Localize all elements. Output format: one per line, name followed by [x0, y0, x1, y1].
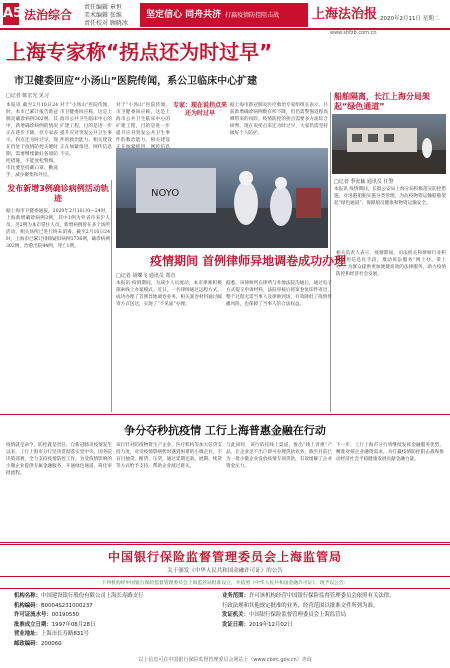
notice-field: 发证机关：中国银行保险监督管理委员会上海监管局 — [222, 612, 347, 618]
notice-right-fields — [222, 592, 444, 630]
campaign-banner: 坚定信心 同舟共济 打赢疫情防控阻击战 — [140, 3, 308, 27]
lead-column-1b: 据上海市卫健委通报，2020年2月10日0—24时，上海新增确诊病例3例，其中1例为外省市来沪人员，另2例为本市常住人员。新增病例曾在多个场所活动，相关场所已进行终末消毒。截至2月10日24时，上海市已累计排除疑似病例1736例，确诊病例302例，治愈出院44例，死亡1例。 — [6, 209, 110, 249]
lead-column-2b: 据上海市新冠肺炎医疗救治专家组组长表示，目前新增确诊病例数有所下降，但仍需警惕返程高峰带来的风险。疫情防控的拐点需要多方面综合研判，现在说拐点来还为时过早，大家仍需坚持做好个人防护。 — [230, 103, 328, 136]
photo-illustration — [116, 148, 328, 248]
notice-left-fields — [14, 592, 214, 649]
photo-story-text: 本报讯 疫情期间，长航公安局上海分局积极落实防控措施，对进港船舶实施分类管理，为抗疫物资运输船舶架起“绿色通道”，保障船员健康和物资运输安全。 — [334, 187, 446, 206]
photo-illustration — [332, 114, 446, 174]
notice-field: 邮政编码：200060 — [14, 640, 62, 647]
feature-column-3: 相关负责人表示，疫情期间，司法机关和律师行业积极运用信息化手段，推动诉讼服务“网上办、掌上办”，为群众提供更加便捷高效的法律服务，助力疫情防控和经济社会发展。 — [336, 251, 446, 277]
notice-field: 机构编码：B0004S231000237 — [14, 602, 93, 609]
newspaper-logo: 上海法治报 — [312, 7, 378, 22]
editor-credits: 责任编辑 章恒 美术编辑 张维 责任校对 顾晓冰 — [84, 4, 128, 27]
notice-field: 发证日期：2019年12月02日 — [222, 621, 293, 628]
lead-subheading-2: 专家：现在说拐点来还为时过早 — [172, 102, 227, 117]
svg-text:NOYO: NOYO — [151, 188, 180, 199]
lower-headline: 争分夺秒抗疫情 工行上海普惠金融在行动 — [124, 424, 326, 437]
news-photo-medical-workers — [116, 148, 328, 248]
lower-column-1: 疫情就是命令，防控就是责任。自新冠肺炎疫情发生以来，工行上海市分行坚决贯彻落实党中央、国务院决策部署，全力支持疫情防控工作，为受疫情影响的小微企业提供专属金融服务，开通绿色通道，简化审批流程。 — [6, 443, 112, 476]
feature-headline: 疫情期间 首例律师异地调卷成功办理 — [150, 254, 347, 268]
lead-column-1: 本报讯 截至2月10日24时，本市已累计报告新冠肺炎确诊病例302例。其中，新增确诊病例的情况正在逐步下降，但专家表示，拐点还为时过早，现在仍处于疫情防控关键时期，需要继续做好各项防控措施，不能放松警惕。市民要坚持戴口罩、勤洗手，减少聚集和外出。 — [6, 103, 58, 178]
notice-subtitle: 关于颁发《中华人民共和国金融许可证》的公告 — [167, 568, 283, 574]
lead-subheading-1: 发布新增3例确诊病例活动轨迹 — [7, 184, 109, 203]
section-title: 法治综合 — [24, 8, 73, 22]
notice-field: 业务范围：许可该机构经营中国银行保险监督管理委员会依照有关法律、 — [222, 593, 395, 599]
column-rule — [111, 180, 112, 412]
photo-story-byline: □记者 季张颖 通讯员 任警 — [334, 179, 394, 185]
lead-headline: 上海专家称“拐点还为时过早” — [6, 40, 273, 64]
notice-field: 机构名称：中国建设银行股份有限公司上海长寿路支行 — [14, 593, 144, 599]
lower-column-4: 下一步，工行上海市分行将继续发挥金融服务优势，精准对接企业融资需求，为打赢疫情防控阻击战和推动经济社会平稳健康发展贡献金融力量。 — [336, 443, 444, 462]
notice-intro: 下列机构经中国银行保险监督管理委员会上海监管局批准设立，并依照《中华人民共和国金融许可证》，现予以公告： — [0, 576, 450, 589]
feature-byline: □记者 胡蝶飞 通讯员 郑直 — [116, 273, 176, 279]
notice-title: 中国银行保险监督管理委员会上海监管局 — [107, 550, 342, 564]
lower-column-3: 与此同时，该行依托线上渠道，推出“线上普惠”产品，让企业足不出户即可办理贷款业务，截至目前已为一批小微企业发放疫情专项贷款，有效缓解了企业资金压力。 — [226, 443, 332, 469]
notice-field: 营业地址：上海市长寿路831号 — [14, 631, 89, 637]
notice-field: 许可证流水号：00190550 — [14, 612, 80, 618]
feature-column-2: 据悉，该律师所在律所与外地法院沟通后，通过电子方式提交申请材料，法院审核后将案卷复印件寄出，整个过程无需当事人及律师到场，有效降低了疫情传播风险，也保障了当事人的合法权益。 — [226, 281, 332, 307]
page-number: A5 — [3, 3, 19, 25]
notice-field: 批准成立日期：1997年08月28日 — [14, 621, 96, 628]
feature-column-1: 本报讯 疫情期间，为减少人员流动，本市律师积极探索线上办案模式。近日，一名律师通过远程方式，成功办理了首例异地调卷业务，相关案卷材料通过邮寄方式送达，实现了“不见面”办理。 — [116, 281, 222, 307]
lead-column-2-extra: 对于“小汤山”医院传闻，市卫健委回应称，这是上海市公共卫生临床中心的扩建工程，目的是进一步提升应对突发公共卫生事件的救治能力。相关建设 — [116, 103, 170, 143]
lead-subhead: 市卫健委回应“小汤山”医院传闻，系公卫临床中心扩建 — [14, 76, 258, 87]
notice-footer: 以上信息可在中国银行保险监督管理委员会网站上（www.cbirc.gov.cn）查询 — [138, 657, 312, 663]
notice-field: 行政法规和其他规定批准的业务，经营范围以批准文件所列为准。 — [222, 602, 379, 609]
website-url: www.shfzb.com.cn — [330, 30, 377, 36]
issue-date: 2020年2月11日 星期二 — [380, 16, 440, 22]
news-photo-ship — [332, 114, 446, 174]
lead-column-2: 对于“小汤山”医院传闻，市卫健委回应称，这是上海市公共卫生临床中心的扩建工程，目的是进一步提升应对突发公共卫生事件的救治能力。相关建设正在加紧推进，网传信息不实。 — [60, 103, 112, 157]
section-divider — [0, 414, 450, 415]
lead-byline: □记者 陈宏光 见习 — [6, 93, 49, 99]
photo-story-headline: 船舶隔离，长江上海分局架起“绿色通道” — [334, 92, 430, 111]
lower-column-2: 该行针对防疫物资生产企业、医疗机构等加大信贷支持力度，对受疫情影响暂时遇到困难的小微企业，不盲目抽贷、断贷、压贷，通过延期还款、展期、续贷等方式给予支持，帮助企业渡过难关。 — [116, 443, 222, 469]
